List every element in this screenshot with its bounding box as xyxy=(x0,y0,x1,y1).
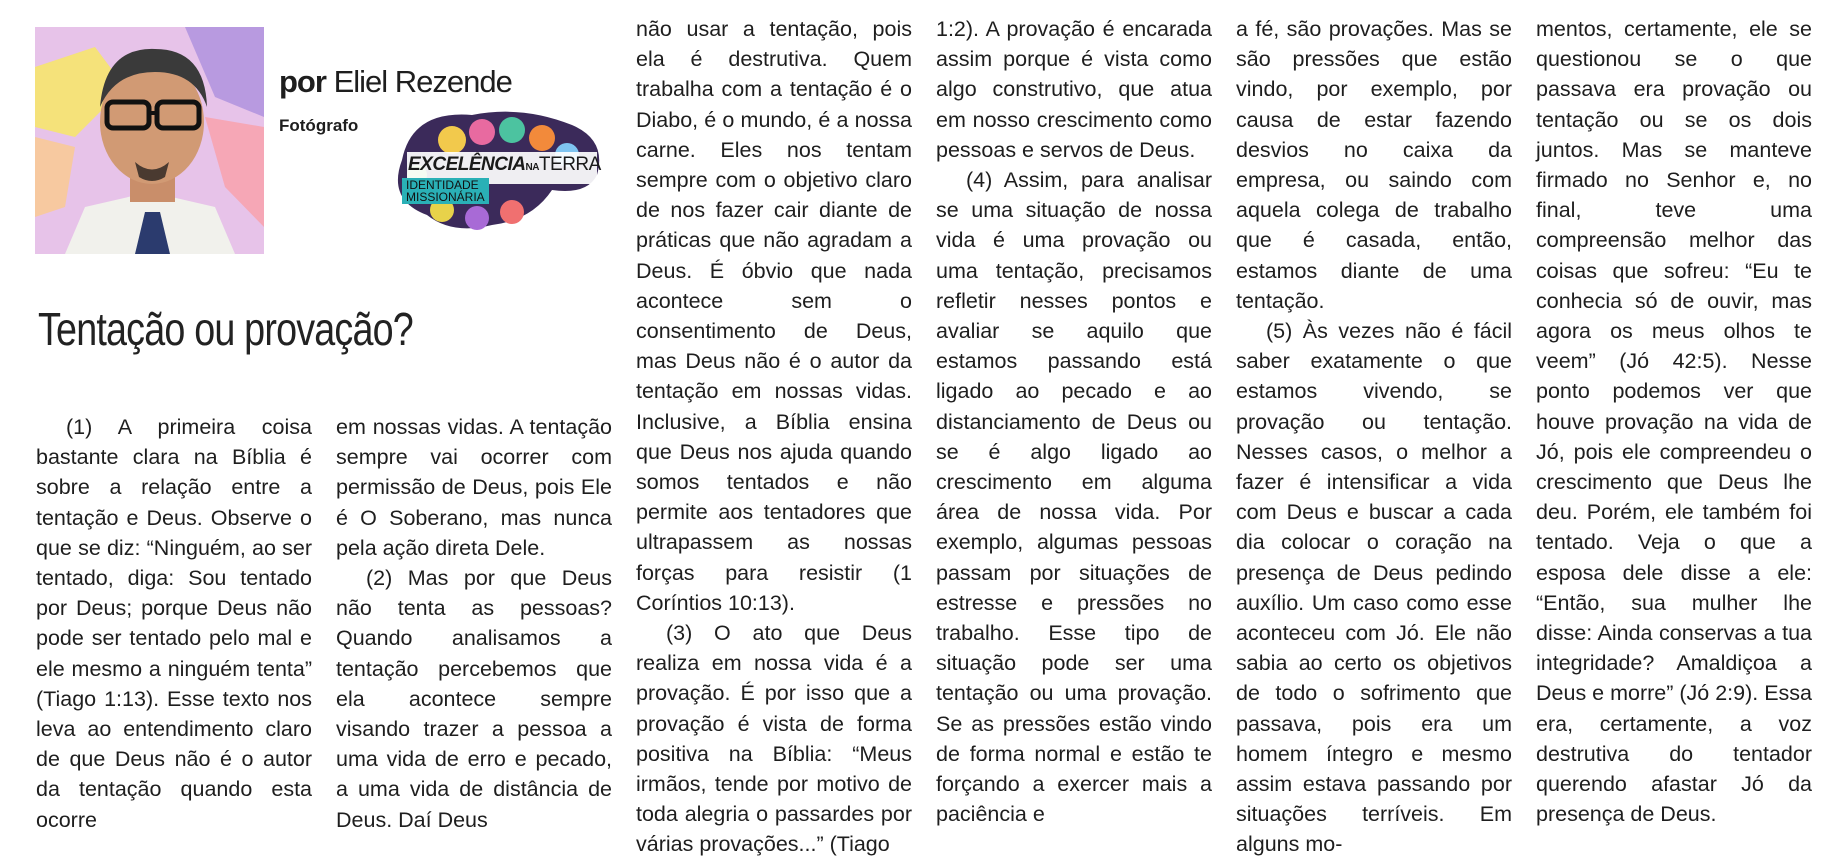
paragraph: mentos, certamente, ele se questionou se o que passava era provação ou tentação ou se os dois juntos. Mas se manteve firmado no Senhor e, no final, teve uma compreensão melhor das coisas que sofreu: “Eu te conhecia só de ouvir, mas agora os meus olhos te veem” (Jó 42:5). Nesse ponto podemos ver que houve provação na vida de Jó, pois ele compreendeu o crescimento que Deus lhe deu. Porém, ele também foi tentado. Veja o que a esposa dele disse a ele: “Então, sua mulher lhe disse: Ainda conservas a tua integridade? Amaldiçoa a Deus e morre” (Jó 2:9). Essa era, certamente, a voz destrutiva do tentador querendo afastar Jó da presença de Deus. xyxy=(1536,17,1813,827)
article-column-2 xyxy=(336,412,612,835)
paragraph: não usar a tentação, pois ela é destrutiva. Quem trabalha com a tentação é o Diabo, é o mundo, é a nossa carne. Eles nos tentam sempre com o objetivo claro de nos fazer cair diante de práticas que não agradam a Deus. É óbvio que nada acontece sem o consentimento de Deus, mas Deus não é o autor da tentação em nossas vidas. Inclusive, a Bíblia ensina que Deus nos ajuda quando somos tentados e não permite aos tentadores que ultrapassem as nossas forças para resistir (1 Coríntios 10:13). xyxy=(636,17,912,615)
logo-terra: TERRA xyxy=(538,154,601,175)
logo-identidade: IDENTIDADE xyxy=(406,178,479,192)
paragraph: (2) Mas por que Deus não tenta as pessoas? Quando analisamos a tentação percebemos que ela acontece sempre visando trazer a pessoa a uma vida de erro e pecado, a uma vida de distância de Deus. Daí Deus xyxy=(336,566,612,832)
author-photo xyxy=(35,27,264,254)
author-byline xyxy=(279,64,512,100)
article-column-1 xyxy=(36,412,312,835)
paragraph: (1) A primeira coisa bastante clara na Bíblia é sobre a relação entre a tentação e Deus. Observe o que se diz: “Ninguém, ao ser tentado, diga: Sou tentado por Deus; porque Deus não pode ser tentado pelo mal e ele mesmo a ninguém tenta” (Tiago 1:13). Esse texto nos leva ao entendimento claro de que Deus não é o autor da tentação quando esta ocorre xyxy=(36,415,312,832)
author-role: Fotógrafo xyxy=(279,116,359,135)
logo-title xyxy=(408,154,601,176)
paragraph: a fé, são provações. Mas se são pressões que estão vindo, por exemplo, por causa de estar fazendo desvios no caixa da empresa, ou saindo com aquela colega de trabalho que é casada, então, estamos diante de uma tentação. xyxy=(1236,17,1512,313)
article-column-4 xyxy=(936,14,1212,829)
paragraph: (3) O ato que Deus realiza em nossa vida é a provação. É por isso que a provação é vista de forma positiva na Bíblia: “Meus irmãos, tende por motivo de toda alegria o passardes por várias provações...” (Tiago xyxy=(636,621,912,857)
paragraph: em nossas vidas. A tentação sempre vai ocorrer com permissão de Deus, pois Ele é O Soberano, mas nunca pela ação direta Dele. xyxy=(336,415,612,560)
paragraph: 1:2). A provação é encarada assim porque é vista como algo construtivo, que atua em nosso crescimento como pessoas e servos de Deus. xyxy=(936,17,1212,162)
article-column-5 xyxy=(1236,14,1512,860)
article-headline: Tentação ou provação? xyxy=(38,303,413,355)
article-column-3 xyxy=(636,14,912,860)
byline-by: por xyxy=(279,64,326,99)
author-name: Eliel Rezende xyxy=(333,64,512,99)
logo-subtitle xyxy=(402,178,489,204)
logo-missionaria: MISSIONÁRIA xyxy=(406,190,485,204)
logo-na: NA xyxy=(525,162,539,173)
paragraph: (5) Às vezes não é fácil saber exatamente o que estamos vivendo, se provação ou tentação. Nesses casos, o melhor a fazer é intensificar a vida com Deus e buscar a cada dia colocar o coração na presença de Deus pedindo auxílio. Um caso como esse aconteceu com Jó. Ele não sabia ao certo os objetivos de todo o sofrimento que passava, pois era um homem íntegro e mesmo assim estava passando por situações terríveis. Em alguns mo- xyxy=(1236,319,1512,857)
logo-excelencia: EXCELÊNCIA xyxy=(408,154,526,175)
article-column-6 xyxy=(1536,14,1812,829)
paragraph: (4) Assim, para analisar se uma situação de nossa vida é uma provação ou uma tentação, precisamos refletir nesses pontos e avaliar se aquilo que estamos passando está ligado ao pecado e ao distanciamento de Deus ou se é algo ligado ao crescimento em alguma área de nossa vida. Por exemplo, algumas pessoas passam por situações de estresse e pressões no trabalho. Esse tipo de situação pode ser uma tentação ou uma provação. Se as pressões estão vindo de forma normal e estão te forçando a exercer mais a paciência e xyxy=(936,168,1212,827)
